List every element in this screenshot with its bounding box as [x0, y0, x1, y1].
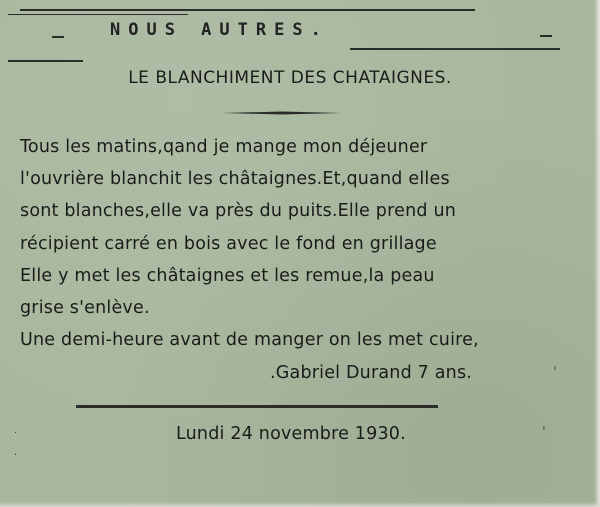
stray-mark: ·	[14, 428, 18, 439]
article-line: sont blanches,elle va près du puits.Elle prend un	[20, 201, 457, 222]
header-rule-bottom-left	[8, 60, 83, 62]
article-line: grise s'enlève.	[20, 297, 150, 318]
article-line: l'ouvrière blanchit les châtaignes.Et,quand elles	[20, 169, 450, 190]
article-line: récipient carré en bois avec le fond en grillage	[20, 233, 437, 254]
stray-mark: ˈ	[553, 365, 557, 381]
header-rule-top-short	[8, 14, 188, 15]
publication-date: Lundi 24 novembre 1930.	[176, 424, 406, 444]
header-rule-top	[20, 9, 475, 11]
header-rule-bottom-right	[350, 48, 560, 50]
header-dash-right	[540, 35, 552, 37]
title-ornament	[222, 111, 342, 115]
article-title: LE BLANCHIMENT DES CHATAIGNES.	[128, 68, 452, 88]
stray-mark: ˈ	[542, 425, 546, 441]
author-signature: .Gabriel Durand 7 ans.	[270, 363, 473, 383]
article-line: Une demi-heure avant de manger on les met cuire,	[20, 330, 479, 351]
article-line: Tous les matins,qand je mange mon déjeuner	[20, 137, 428, 157]
header-dash-left	[52, 36, 64, 38]
newsletter-header-title: NOUS AUTRES.	[110, 20, 329, 40]
article-line: Elle y met les châtaignes et les remue,la peau	[20, 265, 435, 286]
paper-edge-bottom	[0, 502, 600, 507]
footer-rule	[76, 405, 438, 408]
stray-mark: ·	[14, 450, 18, 461]
paper-edge-right	[594, 0, 600, 507]
article-body	[20, 131, 580, 356]
